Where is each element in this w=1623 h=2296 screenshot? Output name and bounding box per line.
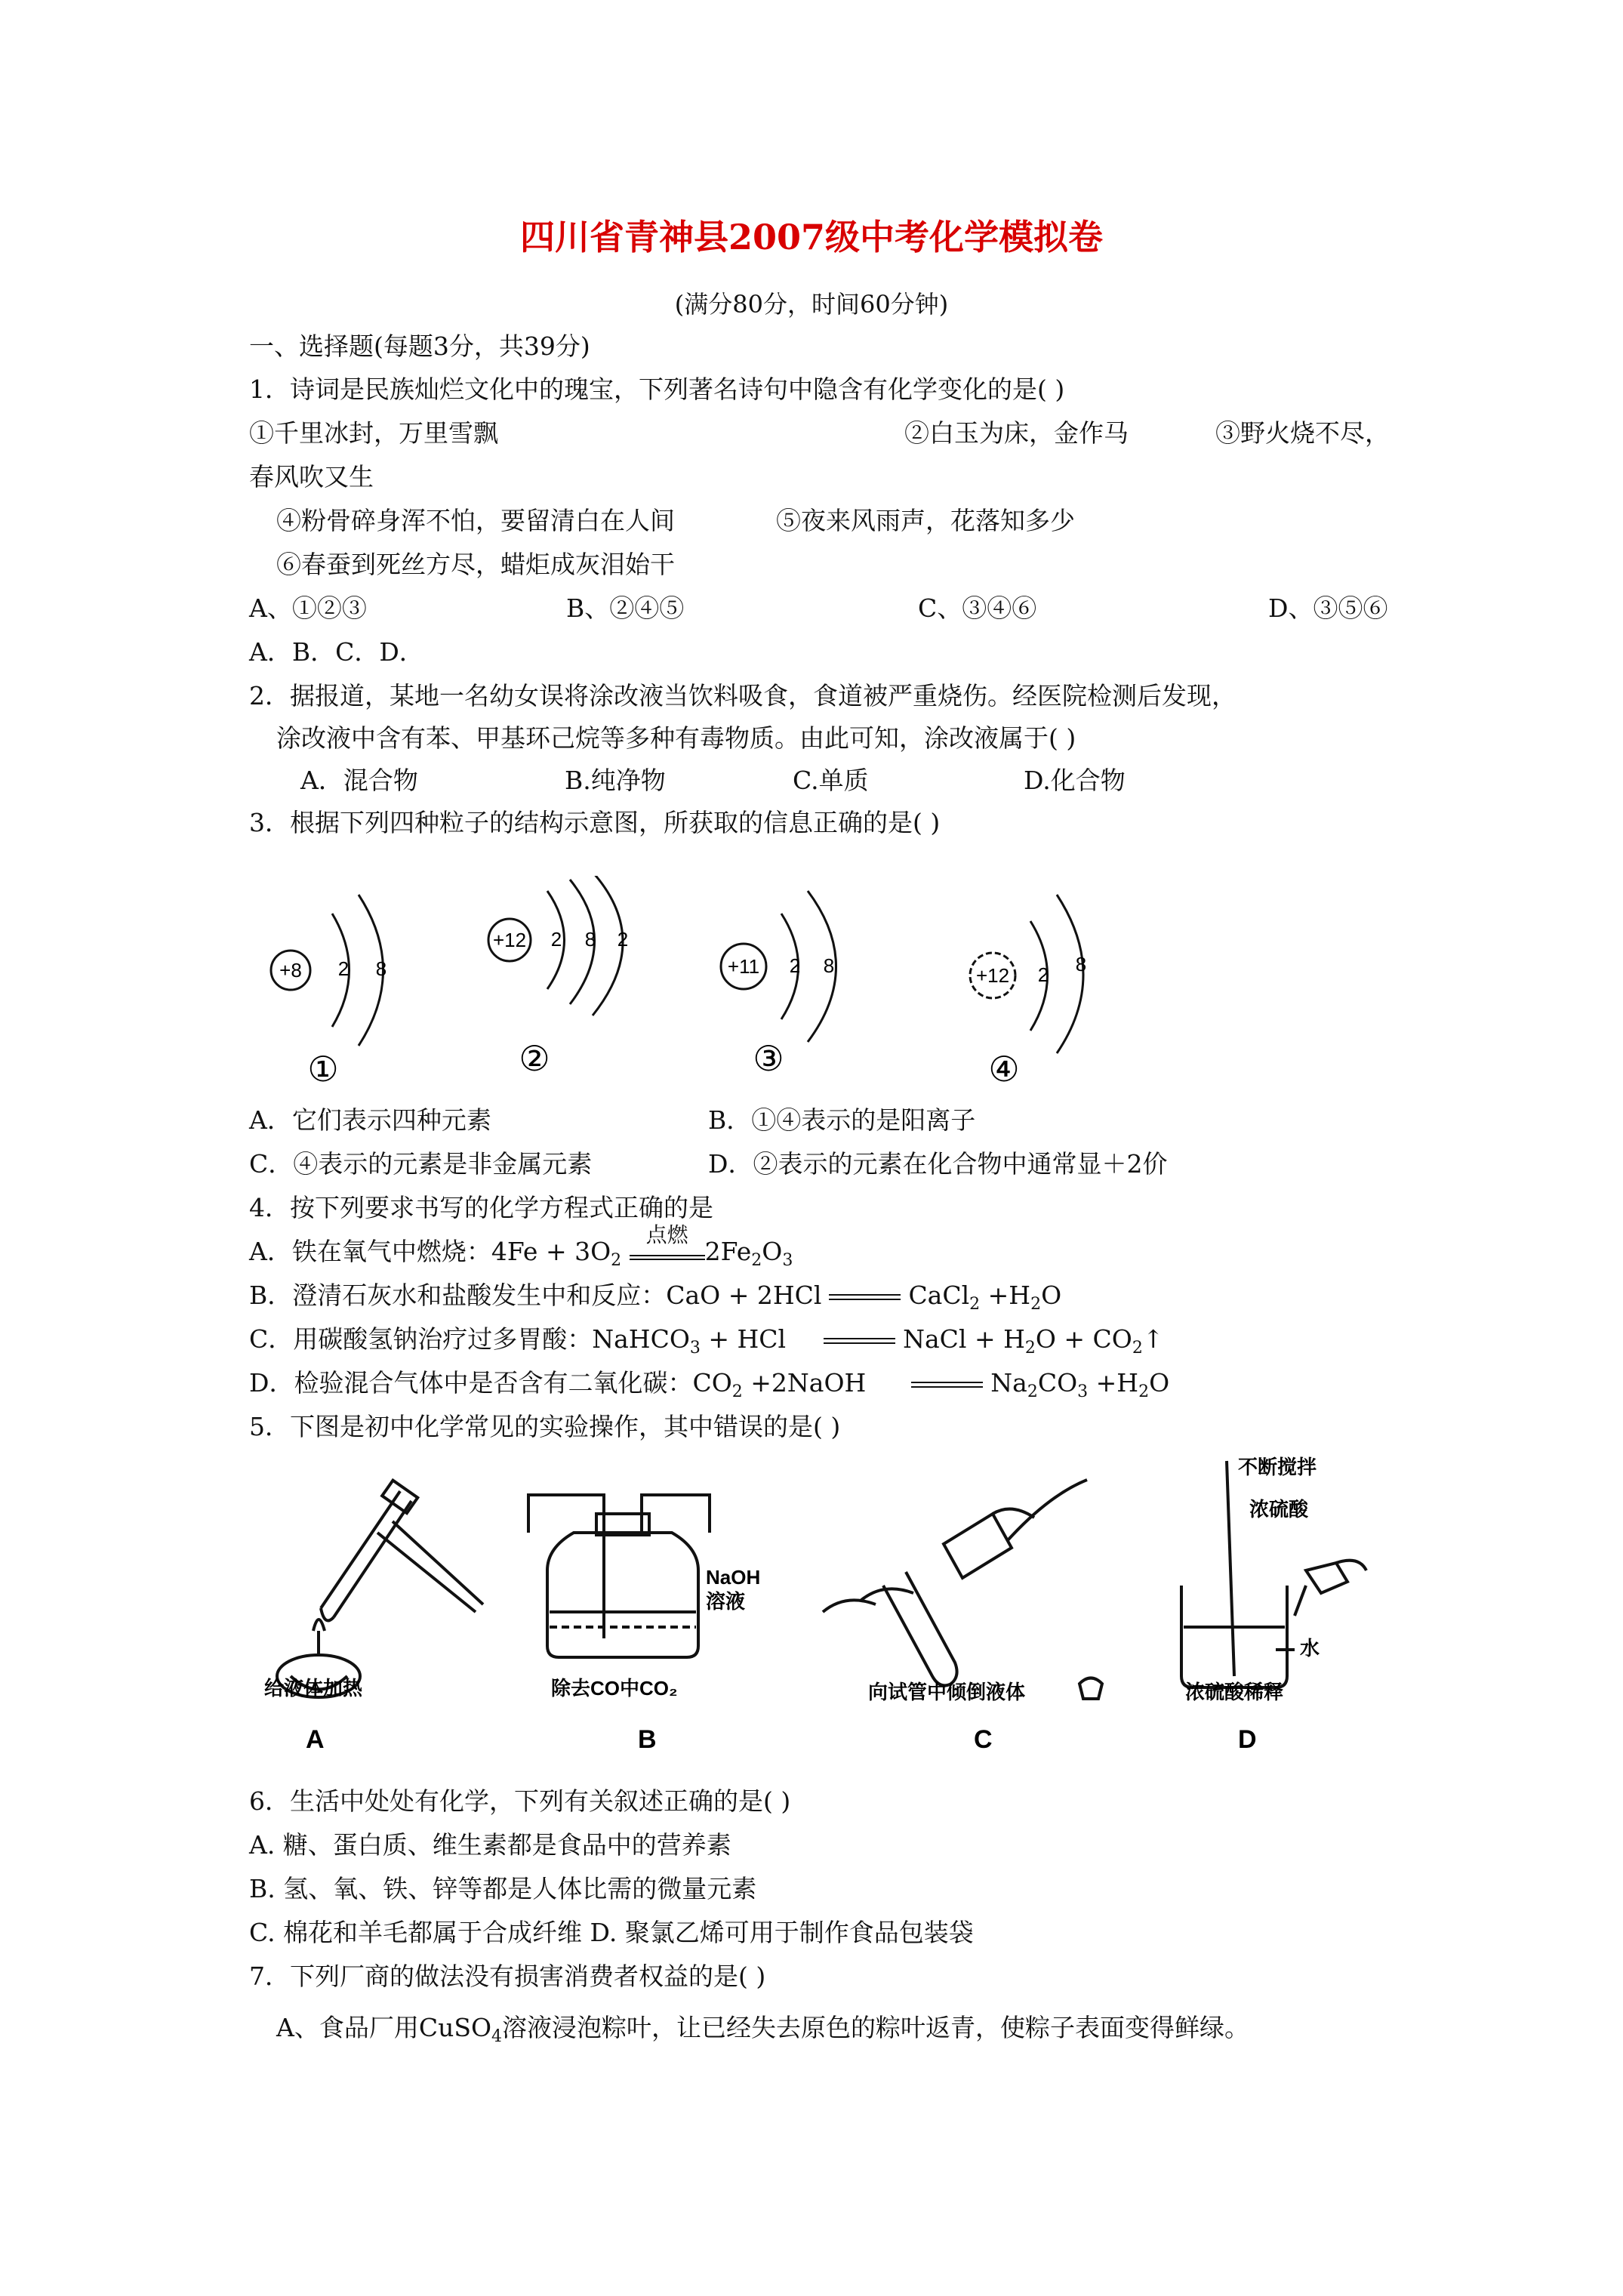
- lab-operation-figures: [249, 1450, 1381, 1774]
- q1-poem-5: ⑤夜来风雨声，花落知多少: [776, 506, 1075, 535]
- figure-b-naoh: NaOH: [706, 1566, 761, 1589]
- equals-sign: [824, 1338, 895, 1344]
- figure-a-caption: 给液体加热: [264, 1677, 363, 1700]
- figure-a-letter: A: [306, 1725, 325, 1754]
- q2-stem: 2．据报道，某地一名幼女误将涂改液当饮料吸食，食道被严重烧伤。经医院检测后发现，: [249, 681, 1236, 710]
- atom-1-nucleus: +8: [279, 959, 302, 982]
- atom-2-nucleus: +12: [492, 929, 527, 951]
- q1-poem-3-cont: 春风吹又生: [249, 462, 374, 492]
- q7-stem: 7．下列厂商的做法没有损害消费者权益的是( ): [249, 1962, 766, 1991]
- q1-poem-3: ③野火烧不尽，: [1215, 418, 1390, 448]
- q6-option-a: A. 糖、蛋白质、维生素都是食品中的营养素: [249, 1830, 731, 1860]
- q2-option-b: B.纯净物: [565, 766, 666, 795]
- q4-stem: 4．按下列要求书写的化学方程式正确的是: [249, 1193, 713, 1222]
- q1-answer-row: A．B．C．D．: [249, 637, 424, 667]
- atom-1-shell-2: 8: [375, 957, 387, 980]
- q2-stem-cont: 涂改液中含有苯、甲基环己烷等多种有毒物质。由此可知，涂改液属于( ): [276, 723, 1076, 753]
- q1-option-a: A、①②③: [249, 593, 367, 623]
- q1-poem-4: ④粉骨碎身浑不怕，要留清白在人间: [276, 506, 675, 535]
- atom-1-shell-1: 2: [337, 957, 350, 980]
- q6-option-b: B. 氢、氧、铁、锌等都是人体比需的微量元素: [249, 1874, 757, 1903]
- q1-poem-2: ②白玉为床，金作马: [904, 418, 1129, 448]
- figure-b-caption: 除去CO中CO₂: [551, 1677, 678, 1700]
- page-subtitle: (满分80分，时间60分钟): [674, 290, 949, 319]
- atom-diagram-2: [488, 876, 628, 1078]
- q3-option-d: D．②表示的元素在化合物中通常显＋2价: [708, 1149, 1168, 1179]
- figure-b-gas-bottle: [528, 1495, 710, 1657]
- figure-c-caption: 向试管中倾倒液体: [868, 1681, 1026, 1703]
- figure-d-water-label: 水: [1300, 1637, 1320, 1660]
- atom-3-label: ③: [753, 1039, 784, 1078]
- figure-d-stir-label: 不断搅拌: [1238, 1456, 1317, 1478]
- atom-diagram-3: [721, 891, 836, 1078]
- atomic-structure-diagrams: [249, 876, 1155, 1095]
- q1-option-c: C、③④⑥: [918, 593, 1037, 623]
- figure-b-letter: B: [638, 1725, 657, 1754]
- q4-option-b: B．澄清石灰水和盐酸发生中和反应：CaO + 2HCl CaCl$_2$ $+H_2O$: [249, 1281, 1062, 1314]
- atom-diagram-4: [970, 895, 1086, 1089]
- atom-2-shell-2: 8: [584, 928, 596, 951]
- q3-option-c: C．④表示的元素是非金属元素: [249, 1149, 593, 1179]
- figure-c-letter: C: [974, 1725, 993, 1754]
- q3-option-a: A．它们表示四种元素: [249, 1105, 491, 1135]
- condition-bar-ignite: 点燃: [630, 1241, 705, 1260]
- q4-option-d: D．检验混合气体中是否含有二氧化碳：$CO_2$ +2NaOH $Na_2CO_3 +H_2O$: [249, 1368, 1170, 1401]
- atom-1-label: ①: [307, 1049, 339, 1089]
- atom-4-nucleus: +12: [975, 964, 1010, 987]
- q5-stem: 5．下图是初中化学常见的实验操作，其中错误的是( ): [249, 1412, 841, 1441]
- q3-stem: 3．根据下列四种粒子的结构示意图，所获取的信息正确的是( ): [249, 808, 941, 837]
- atom-3-shell-1: 2: [789, 954, 801, 977]
- q1-option-b: B、②④⑤: [566, 593, 685, 623]
- atom-4-shell-1: 2: [1037, 963, 1049, 986]
- q1-option-d: D、③⑤⑥: [1268, 593, 1388, 623]
- q4-option-a: A．铁在氧气中燃烧：$4Fe + 3O_2$ 点燃 $2Fe_2O_3$: [249, 1222, 793, 1270]
- atom-2-label: ②: [519, 1039, 550, 1078]
- q4-option-c: C．用碳酸氢钠治疗过多胃酸：NaHCO$_3$ + HCl NaCl + $H_2O$ + $CO_2↑$: [249, 1324, 1164, 1358]
- section-heading: 一、选择题(每题3分，共39分): [249, 331, 590, 361]
- figure-b-solution: 溶液: [706, 1590, 746, 1613]
- q1-poem-1: ①千里冰封，万里雪飘: [249, 418, 498, 448]
- figure-d-dilution: [1181, 1461, 1366, 1687]
- q2-option-d: D.化合物: [1024, 766, 1126, 795]
- q1-stem: 1．诗词是民族灿烂文化中的瑰宝，下列著名诗句中隐含有化学变化的是( ): [249, 374, 1065, 404]
- q7-option-a: A、食品厂用CuSO$_4$溶液浸泡粽叶，让已经失去原色的粽叶返青，使粽子表面变得鲜绿。: [276, 2013, 1249, 2046]
- atom-2-shell-3: 2: [617, 928, 629, 951]
- figure-d-acid-label: 浓硫酸: [1249, 1498, 1309, 1521]
- atom-4-shell-2: 8: [1075, 953, 1087, 975]
- q2-option-a: A．混合物: [300, 766, 418, 795]
- q6-option-cd: C. 棉花和羊毛都属于合成纤维 D. 聚氯乙烯可用于制作食品包装袋: [249, 1918, 974, 1947]
- q6-stem: 6．生活中处处有化学，下列有关叙述正确的是( ): [249, 1786, 791, 1816]
- figure-c-pouring: [823, 1480, 1102, 1699]
- equals-sign: [911, 1382, 983, 1388]
- atom-3-shell-2: 8: [823, 954, 835, 977]
- equals-sign: [829, 1294, 901, 1300]
- page-title: 四川省青神县2007级中考化学模拟卷: [519, 217, 1104, 257]
- q3-option-b: B．①④表示的是阳离子: [708, 1105, 976, 1135]
- q2-option-c: C.单质: [793, 766, 869, 795]
- atom-4-label: ④: [988, 1049, 1020, 1089]
- atom-2-shell-1: 2: [550, 928, 562, 951]
- atom-diagram-1: [271, 895, 387, 1089]
- q1-poem-6: ⑥春蚕到死丝方尽，蜡炬成灰泪始干: [276, 550, 675, 579]
- figure-d-letter: D: [1238, 1725, 1257, 1754]
- figure-a-heating: [277, 1481, 483, 1697]
- atom-3-nucleus: +11: [727, 955, 760, 978]
- figure-d-caption: 浓硫酸稀释: [1185, 1681, 1284, 1703]
